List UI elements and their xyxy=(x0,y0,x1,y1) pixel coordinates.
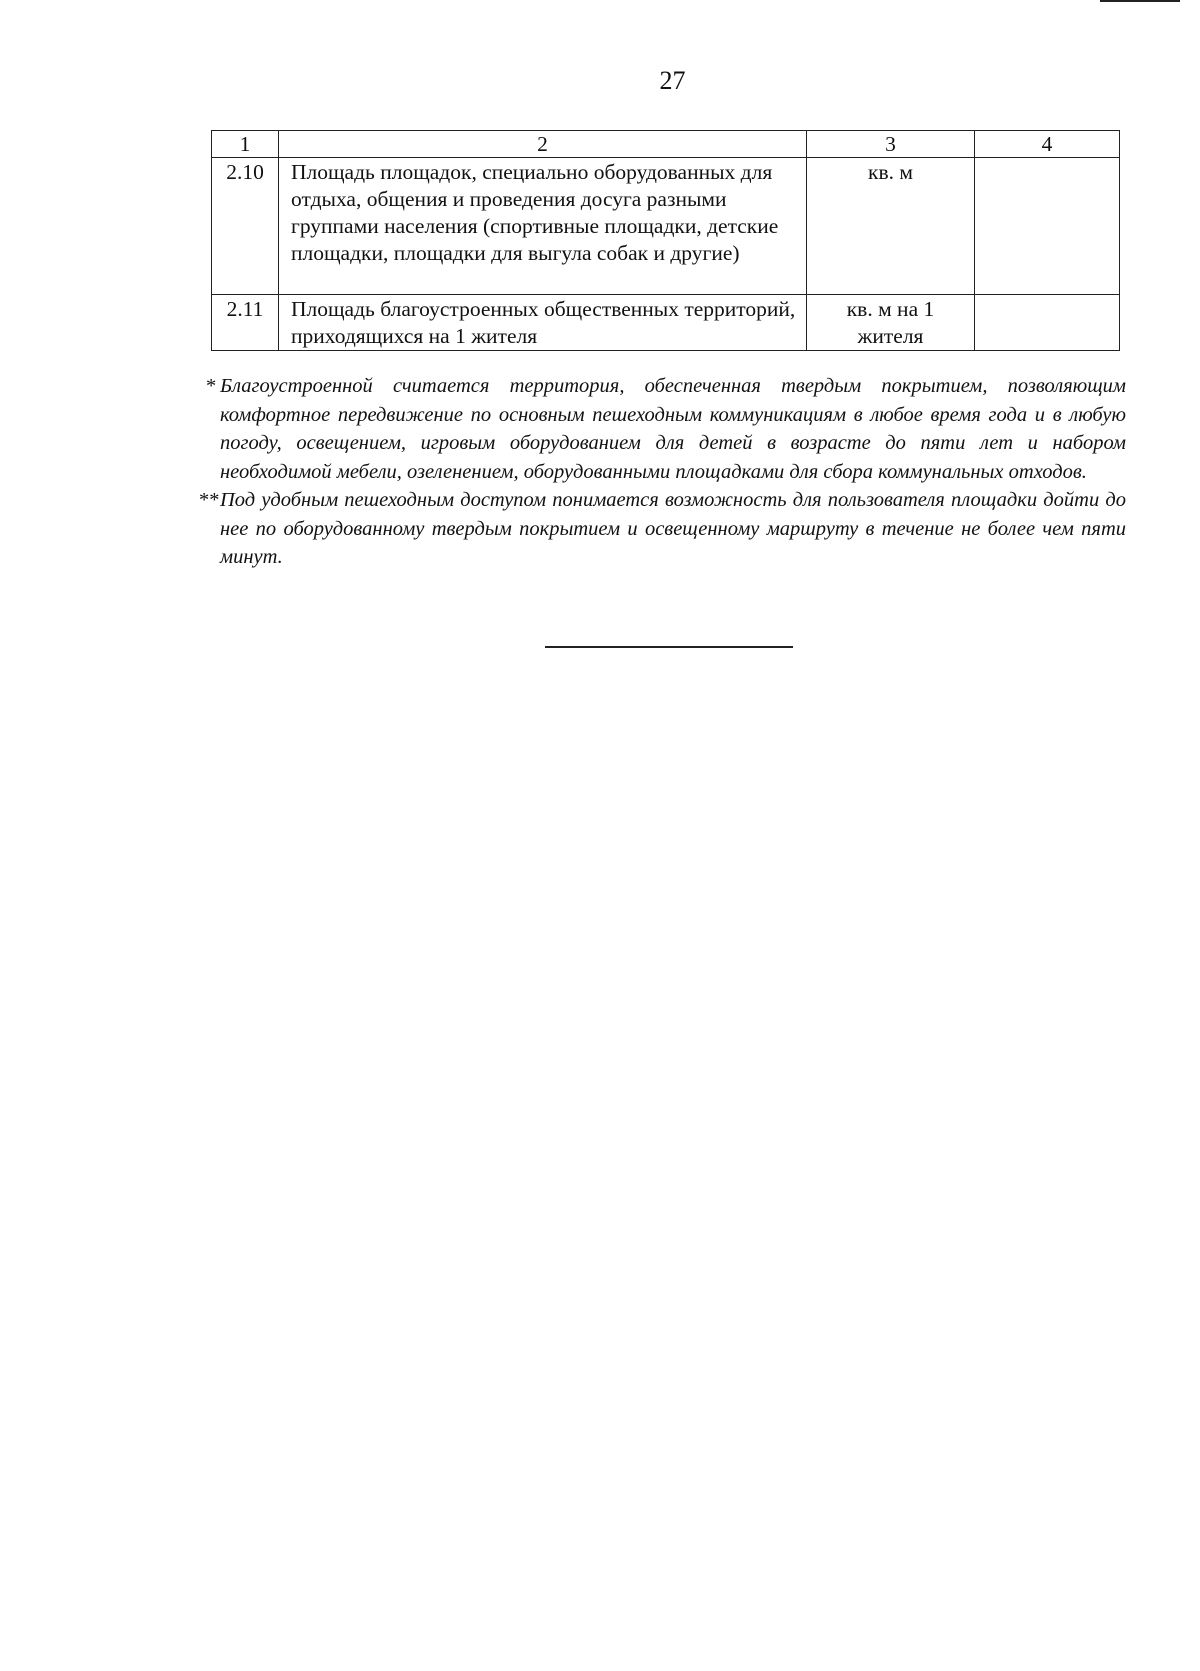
table-row xyxy=(212,295,1120,351)
row-unit-cell: кв. м xyxy=(807,158,975,295)
row-number-cell: 2.11 xyxy=(212,295,279,351)
page-number: 27 xyxy=(659,66,686,95)
end-separator-line xyxy=(545,646,793,648)
table-header-cell: 3 xyxy=(807,131,975,158)
top-edge-rule xyxy=(1100,0,1180,2)
row-description-cell: Площадь благоустроенных общественных территорий, приходящихся на 1 жителя xyxy=(279,295,807,351)
row-unit-cell xyxy=(807,295,975,351)
footnote xyxy=(208,372,1126,486)
footnote-text: Под удобным пешеходным доступом понимается возможность для пользователя площадки дойти до нее по оборудованному твердым покрытием и освещенному маршруту в течение не более чем пяти минут. xyxy=(220,489,1126,568)
table-header-row xyxy=(212,131,1120,158)
row-number-cell: 2.10 xyxy=(212,158,279,295)
row-value-cell xyxy=(975,295,1120,351)
footnote-marker: ** xyxy=(199,489,220,511)
table-row xyxy=(212,158,1120,295)
row-description-cell: Площадь площадок, специально оборудованных для отдыха, общения и проведения досуга разными группами населения (спортивные площадки, детские площадки, площадки для выгула собак и другие) xyxy=(279,158,807,295)
table-header-cell: 1 xyxy=(212,131,279,158)
indicators-table xyxy=(211,130,1120,351)
footnotes xyxy=(199,372,1126,572)
row-value-cell xyxy=(975,158,1120,295)
footnote-marker: * xyxy=(206,375,217,397)
footnote-text: Благоустроенной считается территория, обеспеченная твердым покрытием, позволяющим комфортное передвижение по основным пешеходным коммуникациям в любое время года и в любую погоду, освещением, игровым оборудованием для детей в возрасте до пяти лет и набором необходимой мебели, озеленением, оборудованными площадками для сбора коммунальных отходов. xyxy=(220,375,1126,483)
table-header-cell: 2 xyxy=(279,131,807,158)
table-header-cell: 4 xyxy=(975,131,1120,158)
footnote xyxy=(199,486,1126,572)
row-unit-text: кв. м на 1 жителя xyxy=(846,297,935,348)
